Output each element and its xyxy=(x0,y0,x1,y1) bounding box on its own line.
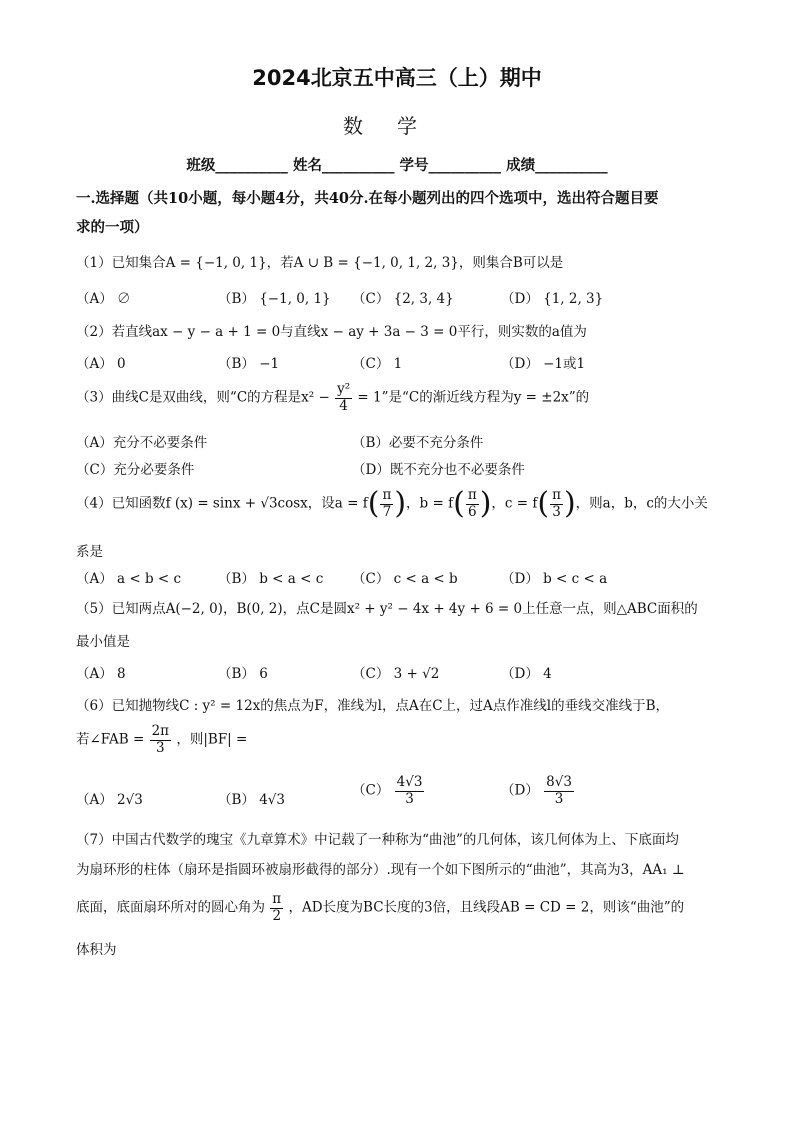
question-6-option-d xyxy=(501,775,575,807)
question-4-option-d: （D） b < c < a xyxy=(501,571,608,587)
question-4-stem-part2: ，b = f xyxy=(406,495,454,512)
fraction-numerator: 4√3 xyxy=(396,774,423,790)
question-5-option-d: （D） 4 xyxy=(501,666,552,682)
fraction-numerator: π xyxy=(272,891,282,907)
question-3-option-d: （D）既不充分也不必要条件 xyxy=(352,462,525,478)
question-2-stem: （2）若直线ax − y − a + 1 = 0与直线x − ay + 3a − 3 = 0平行，则实数的a值为 xyxy=(76,324,587,340)
question-4-option-b: （B） b < a < c xyxy=(218,571,324,587)
option-c-fraction xyxy=(395,775,425,807)
question-6-option-a: （A） 2√3 xyxy=(76,792,143,808)
question-7-line3-part1: 底面，底面扇环所对的圆心角为 xyxy=(76,899,265,916)
question-7-line3 xyxy=(76,892,684,924)
option-label: （D） xyxy=(501,782,539,799)
question-7-fraction xyxy=(270,892,283,924)
student-info-fields: 班级__________ 姓名__________ 学号__________ 成绩__________ xyxy=(186,157,608,174)
question-6-fraction xyxy=(150,724,171,756)
question-2-option-a: （A） 0 xyxy=(76,356,126,372)
fraction-denominator: 7 xyxy=(382,503,392,520)
question-5-option-b: （B） 6 xyxy=(218,666,268,682)
question-3-fraction xyxy=(335,382,352,414)
fraction-numerator: π xyxy=(382,487,392,503)
question-2-option-d: （D） −1或1 xyxy=(501,356,586,372)
question-4-fraction-1 xyxy=(380,488,393,520)
fraction-denominator: 3 xyxy=(405,790,414,807)
question-7-line1: （7）中国古代数学的瑰宝《九章算术》中记载了一种称为“曲池”的几何体，该几何体为上、下底面均 xyxy=(76,832,679,848)
question-1-option-c: （C） {2, 3, 4} xyxy=(352,291,454,307)
fraction-numerator: 2π xyxy=(151,723,170,739)
question-7-line2: 为扇环形的柱体（扇环是指圆环被扇形截得的部分）.现有一个如下图所示的“曲池”，其高为3，AA₁ ⊥ xyxy=(76,862,685,878)
question-4-fraction-3 xyxy=(550,488,563,520)
question-5-option-a: （A） 8 xyxy=(76,666,126,682)
fraction-denominator: 3 xyxy=(156,739,165,756)
question-3-option-b: （B）必要不充分条件 xyxy=(352,435,484,451)
section-heading-line1: 一.选择题（共10小题，每小题4分，共40分.在每小题列出的四个选项中，选出符合题目要 xyxy=(76,190,659,207)
question-4-stem: （4）已知函数f (x) = sinx + √3cosx，设a = f( $\frac{\pi}{7}$ )，b = f( $\frac{\pi}{6}$ )，c = f( $\frac{\pi}{3}$ )，则a，b，c的大小关 xyxy=(76,486,708,522)
fraction-denominator: 3 xyxy=(554,790,564,807)
question-4-fraction-2 xyxy=(466,488,479,520)
question-5-stem-line2: 最小值是 xyxy=(76,634,130,650)
option-d-fraction xyxy=(544,775,574,807)
question-3-option-a: （A）充分不必要条件 xyxy=(76,435,208,451)
question-4-stem-part1: （4）已知函数f (x) = sinx + √3cosx，设a = f xyxy=(76,495,368,512)
question-6-stem-part1: 若∠FAB = xyxy=(76,731,145,748)
page-title: 2024北京五中高三（上）期中 xyxy=(252,66,542,90)
question-5-stem-line1: （5）已知两点A(−2, 0)，B(0, 2)，点C是圆x² + y² − 4x + 4y + 6 = 0上任意一点，则△ABC面积的 xyxy=(76,601,698,617)
question-1-option-a: （A） ∅ xyxy=(76,291,131,307)
subject-heading: 数学 xyxy=(343,114,451,138)
question-6-stem-line1: （6）已知抛物线C : y² = 12x的焦点为F，准线为l，点A在C上，过A点作准线l的垂线交准线于B， xyxy=(76,698,670,714)
question-6-stem-line2 xyxy=(76,724,247,756)
question-4-stem-line2: 系是 xyxy=(76,544,103,560)
question-7-line4: 体积为 xyxy=(76,942,117,958)
section-heading-line2: 求的一项） xyxy=(76,219,149,236)
fraction-denominator: 2 xyxy=(272,907,282,924)
fraction-denominator: 3 xyxy=(552,503,561,520)
question-3-stem-part2: = 1”是“C的渐近线方程为y = ±2x”的 xyxy=(357,389,590,406)
question-6-option-c xyxy=(352,775,425,807)
question-6-option-b: （B） 4√3 xyxy=(218,792,285,808)
fraction-numerator: y² xyxy=(337,381,351,397)
question-7-line3-part2: ，AD长度为BC长度的3倍，且线段AB = CD = 2，则该“曲池”的 xyxy=(288,899,685,916)
question-4-stem-part4: ，则a，b，c的大小关 xyxy=(575,495,708,512)
fraction-numerator: π xyxy=(467,487,477,503)
option-label: （C） xyxy=(352,782,390,799)
question-1-option-d: （D） {1, 2, 3} xyxy=(501,291,604,307)
fraction-denominator: 6 xyxy=(467,503,477,520)
question-4-stem-part3: ，c = f xyxy=(491,495,538,512)
fraction-denominator: 4 xyxy=(339,397,348,414)
question-2-option-c: （C） 1 xyxy=(352,356,403,372)
fraction-numerator: 8√3 xyxy=(546,774,572,790)
question-3-stem-part1: （3）曲线C是双曲线，则“C的方程是x² − xyxy=(76,389,330,406)
question-1-stem: （1）已知集合A = {−1, 0, 1}，若A ∪ B = {−1, 0, 1, 2, 3}，则集合B可以是 xyxy=(76,255,564,271)
question-4-option-c: （C） c < a < b xyxy=(352,571,458,587)
question-5-option-c: （C） 3 + √2 xyxy=(352,666,440,682)
question-1-option-b: （B） {−1, 0, 1} xyxy=(218,291,331,307)
question-2-option-b: （B） −1 xyxy=(218,356,280,372)
question-4-option-a: （A） a < b < c xyxy=(76,571,182,587)
fraction-numerator: π xyxy=(552,487,561,503)
question-3-stem xyxy=(76,382,589,414)
question-6-stem-part2: ，则|BF| = xyxy=(176,731,248,748)
question-3-option-c: （C）充分必要条件 xyxy=(76,462,195,478)
